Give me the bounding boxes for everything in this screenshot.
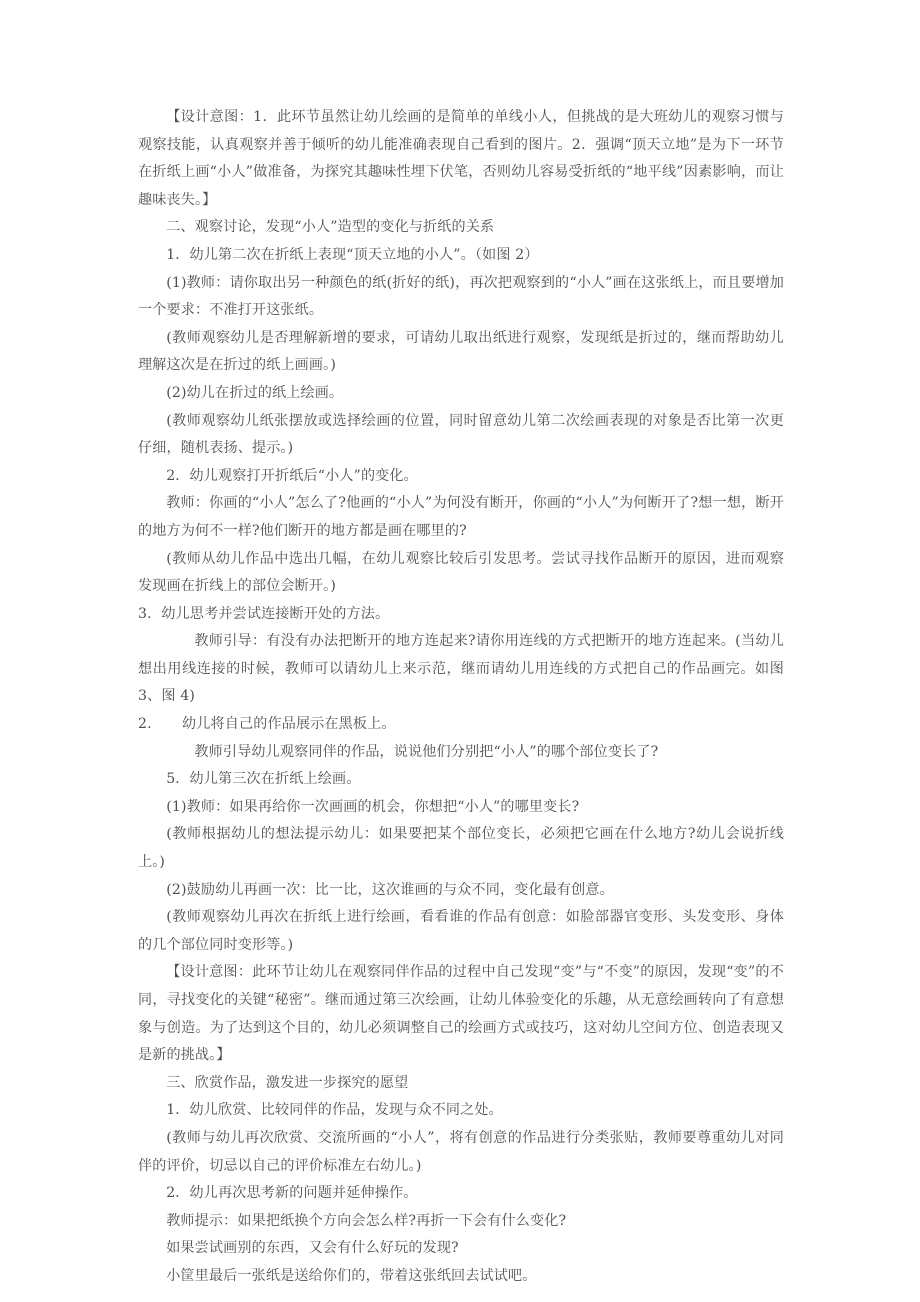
paragraph: 教师提示：如果把纸换个方向会怎么样?再折一下会有什么变化?	[166, 1212, 567, 1229]
paragraph: (1)教师：请你取出另一种颜色的纸(折好的纸)，再次把观察到的“小人”画在这张纸上，而且要增加一个要求：不准打开这张纸。	[138, 274, 784, 319]
paragraph: 小筐里最后一张纸是送给你们的，带着这张纸回去试试吧。	[166, 1267, 537, 1284]
paragraph: 教师引导幼儿观察同伴的作品，说说他们分别把“小人”的哪个部位变长了?	[194, 743, 659, 760]
document-text-body	[138, 104, 784, 1291]
paragraph: 教师：你画的“小人”怎么了?他画的“小人”为何没有断开，你画的“小人”为何断开了?想一想，断开的地方为何不一样?他们断开的地方都是画在哪里的?	[138, 495, 784, 539]
paragraph: 3．幼儿思考并尝试连接断开处的方法。	[138, 605, 390, 622]
paragraph: 5．幼儿第三次在折纸上绘画。	[166, 771, 361, 788]
paragraph: 2．幼儿观察打开折纸后“小人”的变化。	[166, 467, 418, 484]
paragraph: (2)鼓励幼儿再画一次：比一比，这次谁画的与众不同，变化最有创意。	[166, 881, 614, 898]
paragraph: 2．幼儿再次思考新的问题并延伸操作。	[166, 1185, 418, 1202]
paragraph: (教师从幼儿作品中选出几幅，在幼儿观察比较后引发思考。尝试寻找作品断开的原因，进而观察发现画在折线上的部位会断开。)	[138, 550, 784, 595]
paragraph: (教师观察幼儿纸张摆放或选择绘画的位置，同时留意幼儿第二次绘画表现的对象是否比第一次更仔细，随机表扬、提示。)	[138, 412, 784, 457]
list-marker: 2.	[138, 716, 152, 733]
paragraph: (1)教师：如果再给你一次画画的机会，你想把“小人”的哪里变长?	[166, 798, 580, 815]
paragraph: (教师与幼儿再次欣赏、交流所画的“小人”，将有创意的作品进行分类张贴，教师要尊重幼儿对同伴的评价，切忌以自己的评价标准左右幼儿。)	[138, 1129, 784, 1174]
paragraph: (教师根据幼儿的想法提示幼儿：如果要把某个部位变长，必须把它画在什么地方?幼儿会说折线上。)	[138, 826, 784, 871]
paragraph	[138, 711, 784, 739]
paragraph: (教师观察幼儿再次在折纸上进行绘画，看看谁的作品有创意：如脸部器官变形、头发变形、身体的几个部位同时变形等。)	[138, 909, 784, 953]
paragraph: 如果尝试画别的东西，又会有什么好玩的发现?	[166, 1240, 459, 1257]
paragraph: 【设计意图：1．此环节虽然让幼儿绘画的是简单的单线小人，但挑战的是大班幼儿的观察习惯与观察技能，认真观察并善于倾听的幼儿能准确表现自己看到的图片。2．强调“顶天立地”是为下一环节在折纸上画“小人”做准备，为探究其趣味性埋下伏笔，否则幼儿容易受折纸的“地平线”因素影响，而让趣味丧失。】	[138, 109, 784, 208]
paragraph: 【设计意图：此环节让幼儿在观察同伴作品的过程中自己发现“变”与“不变”的原因，发现“变”的不同，寻找变化的关键“秘密”。继而通过第三次绘画，让幼儿体验变化的乐趣，从无意绘画转向了有意想象与创造。为了达到这个目的，幼儿必须调整自己的绘画方式或技巧，这对幼儿空间方位、创造表现又是新的挑战。】	[138, 964, 784, 1064]
paragraph-text: 幼儿将自己的作品展示在黑板上。	[182, 716, 396, 733]
paragraph: 教师引导：有没有办法把断开的地方连起来?请你用连线的方式把断开的地方连起来。(当幼儿想出用线连接的时候，教师可以请幼儿上来示范，继而请幼儿用连线的方式把自己的作品画完。如图 3、图 4)	[138, 633, 784, 705]
paragraph: (教师观察幼儿是否理解新增的要求，可请幼儿取出纸进行观察，发现纸是折过的，继而帮助幼儿理解这次是在折过的纸上画画。)	[138, 329, 784, 374]
paragraph: (2)幼儿在折过的纸上绘画。	[166, 384, 344, 401]
paragraph: 三、欣赏作品，激发进一步探究的愿望	[166, 1074, 409, 1091]
paragraph: 二、观察讨论，发现“小人”造型的变化与折纸的关系	[166, 219, 495, 236]
paragraph: 1．幼儿第二次在折纸上表现“顶天立地的小人”。（如图 2）	[166, 246, 539, 263]
paragraph: 1．幼儿欣赏、比较同伴的作品，发现与众不同之处。	[166, 1102, 503, 1119]
